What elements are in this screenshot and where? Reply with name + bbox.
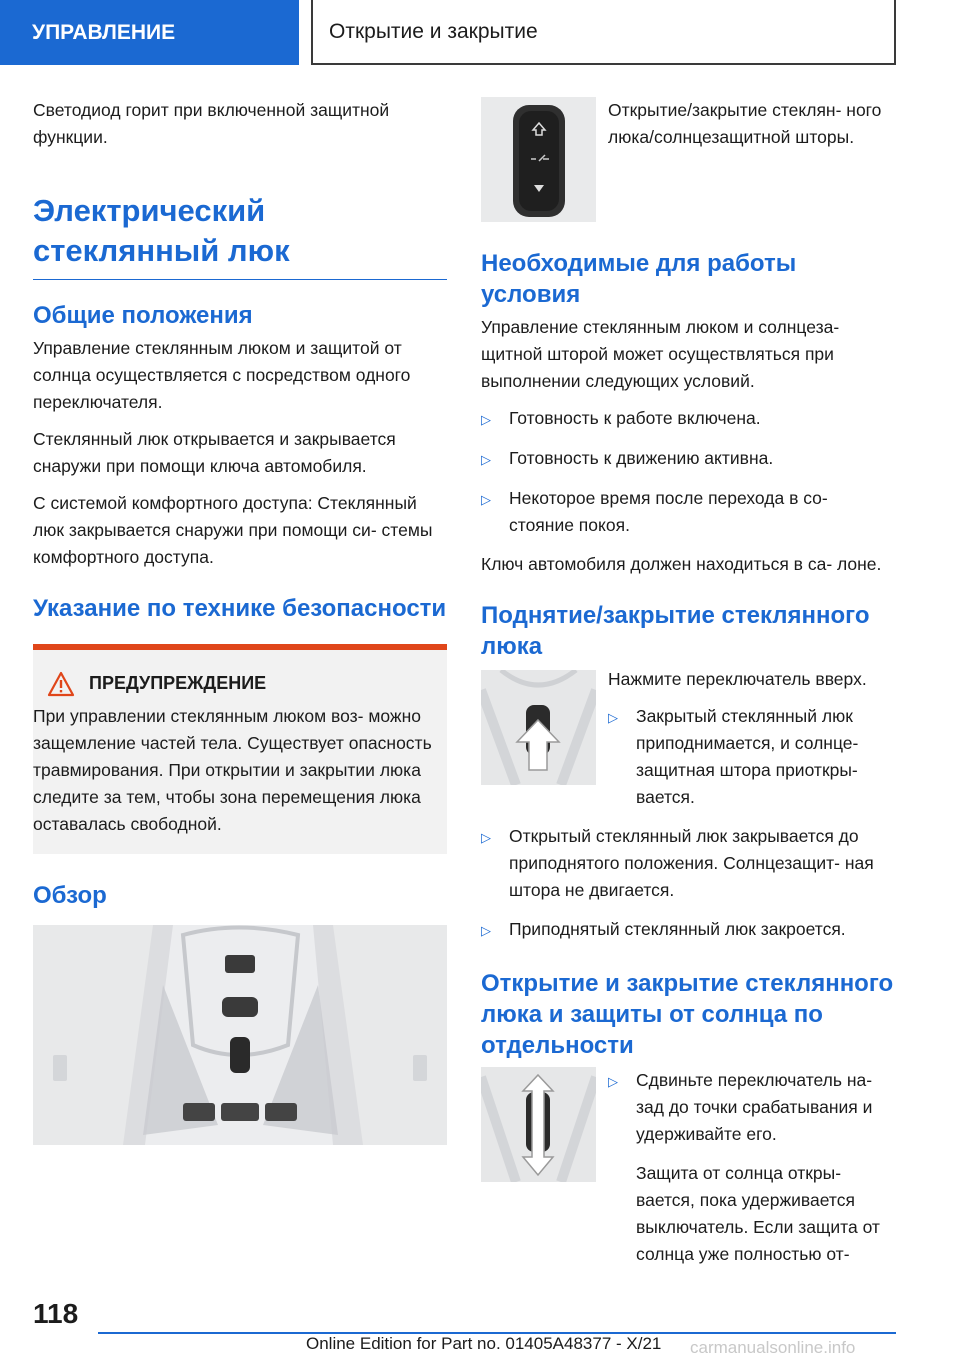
triangle-bullet-icon: ▷ — [481, 452, 491, 467]
triangle-bullet-icon: ▷ — [608, 1074, 618, 1089]
page-number: 118 — [33, 1298, 79, 1329]
warning-box — [33, 644, 447, 854]
raise-figure-row — [481, 666, 896, 823]
left-column — [33, 97, 447, 1145]
header-topic-tab — [311, 0, 896, 65]
list-item-text: Некоторое время после перехода в со- стояние покоя. — [509, 488, 828, 535]
list-item-text: Приподнятый стеклянный люк закроется. — [509, 919, 846, 939]
list-item-text: Готовность к движению активна. — [509, 448, 774, 468]
general-heading: Общие положения — [33, 302, 253, 329]
separate-text-block — [596, 1067, 896, 1278]
warning-text: При управлении стеклянным люком воз- можно защемление частей тела. Существует опасность травмирования. При открытии и закрытии люка следите за тем, чтобы зона перемещения люка оставалась свободной. — [33, 706, 432, 834]
separate-paragraph: Защита от солнца откры- вается, пока удерживается выключатель. Если защита от солнца уже полностью от- — [636, 1163, 880, 1264]
footer-edition: Online Edition for Part no. 01405A48377 - X/21 — [306, 1334, 662, 1353]
key-paragraph: Ключ автомобиля должен находиться в са- лоне. — [481, 554, 882, 574]
list-item — [481, 916, 896, 944]
general-paragraph-1: Управление стеклянным люком и защитой от солнца осуществляется с посредством одного переключателя. — [33, 338, 411, 412]
list-item-text: Сдвиньте переключатель на- зад до точки срабатывания и удерживайте его. — [636, 1070, 873, 1144]
list-item — [608, 1067, 896, 1148]
warning-title-row — [33, 670, 433, 697]
warning-title: ПРЕДУПРЕЖДЕНИЕ — [89, 673, 267, 693]
triangle-bullet-icon: ▷ — [608, 710, 618, 725]
header-section-tab — [0, 0, 299, 65]
list-item — [481, 485, 896, 539]
chapter-title: Электрический стеклянный люк — [33, 191, 447, 280]
separate-figure — [481, 1067, 596, 1182]
switch-caption: Открытие/закрытие стеклян- ного люка/солнцезащитной шторы. — [608, 100, 882, 147]
list-item-text: Готовность к работе включена. — [509, 408, 761, 428]
switch-slide-illustration — [481, 1067, 596, 1182]
conditions-heading: Необходимые для работы условия — [481, 250, 797, 308]
list-item — [481, 823, 896, 904]
overview-heading: Обзор — [33, 882, 107, 909]
separate-heading: Открытие и закрытие стеклянного люка и защиты от солнца по отдельности — [481, 970, 894, 1059]
list-item-text: Закрытый стеклянный люк приподнимается, и солнце- защитная штора приоткры- вается. — [636, 706, 859, 807]
switch-up-illustration — [481, 670, 596, 785]
safety-heading: Указание по технике безопасности — [33, 595, 447, 622]
overview-figure — [33, 925, 447, 1145]
raise-text-block — [596, 666, 896, 823]
triangle-bullet-icon: ▷ — [481, 830, 491, 845]
general-paragraph-3: С системой комфортного доступа: Стеклянный люк закрывается снаружи при помощи си- стемы комфортного доступа. — [33, 493, 433, 567]
list-item — [481, 405, 896, 433]
intro-text: Светодиод горит при включенной защитной функции. — [33, 100, 390, 147]
conditions-paragraph: Управление стеклянным люком и солнцеза- щитной шторой может осуществляться при выполнении следующих условий. — [481, 317, 840, 391]
triangle-bullet-icon: ▷ — [481, 492, 491, 507]
raise-figure — [481, 670, 596, 785]
switch-figure — [481, 97, 596, 222]
list-item — [481, 445, 896, 473]
general-paragraph-2: Стеклянный люк открывается и закрывается снаружи при помощи ключа автомобиля. — [33, 429, 396, 476]
triangle-bullet-icon: ▷ — [481, 923, 491, 938]
list-item — [608, 703, 896, 811]
warning-icon — [47, 671, 75, 697]
header-topic-label: Открытие и закрытие — [329, 19, 538, 43]
header-section-label: УПРАВЛЕНИЕ — [32, 20, 176, 44]
switch-figure-row — [481, 97, 896, 222]
footer-watermark: carmanualsonline.info — [690, 1338, 856, 1357]
triangle-bullet-icon: ▷ — [481, 412, 491, 427]
list-item-text: Открытый стеклянный люк закрывается до приподнятого положения. Солнцезащит- ная штора не двигается. — [509, 826, 874, 900]
overview-illustration — [33, 925, 447, 1145]
separate-figure-row — [481, 1067, 896, 1278]
raise-heading: Поднятие/закрытие стеклянного люка — [481, 602, 870, 660]
raise-paragraph: Нажмите переключатель вверх. — [608, 669, 867, 689]
roof-switch-illustration — [481, 97, 596, 222]
right-column — [481, 97, 896, 1278]
